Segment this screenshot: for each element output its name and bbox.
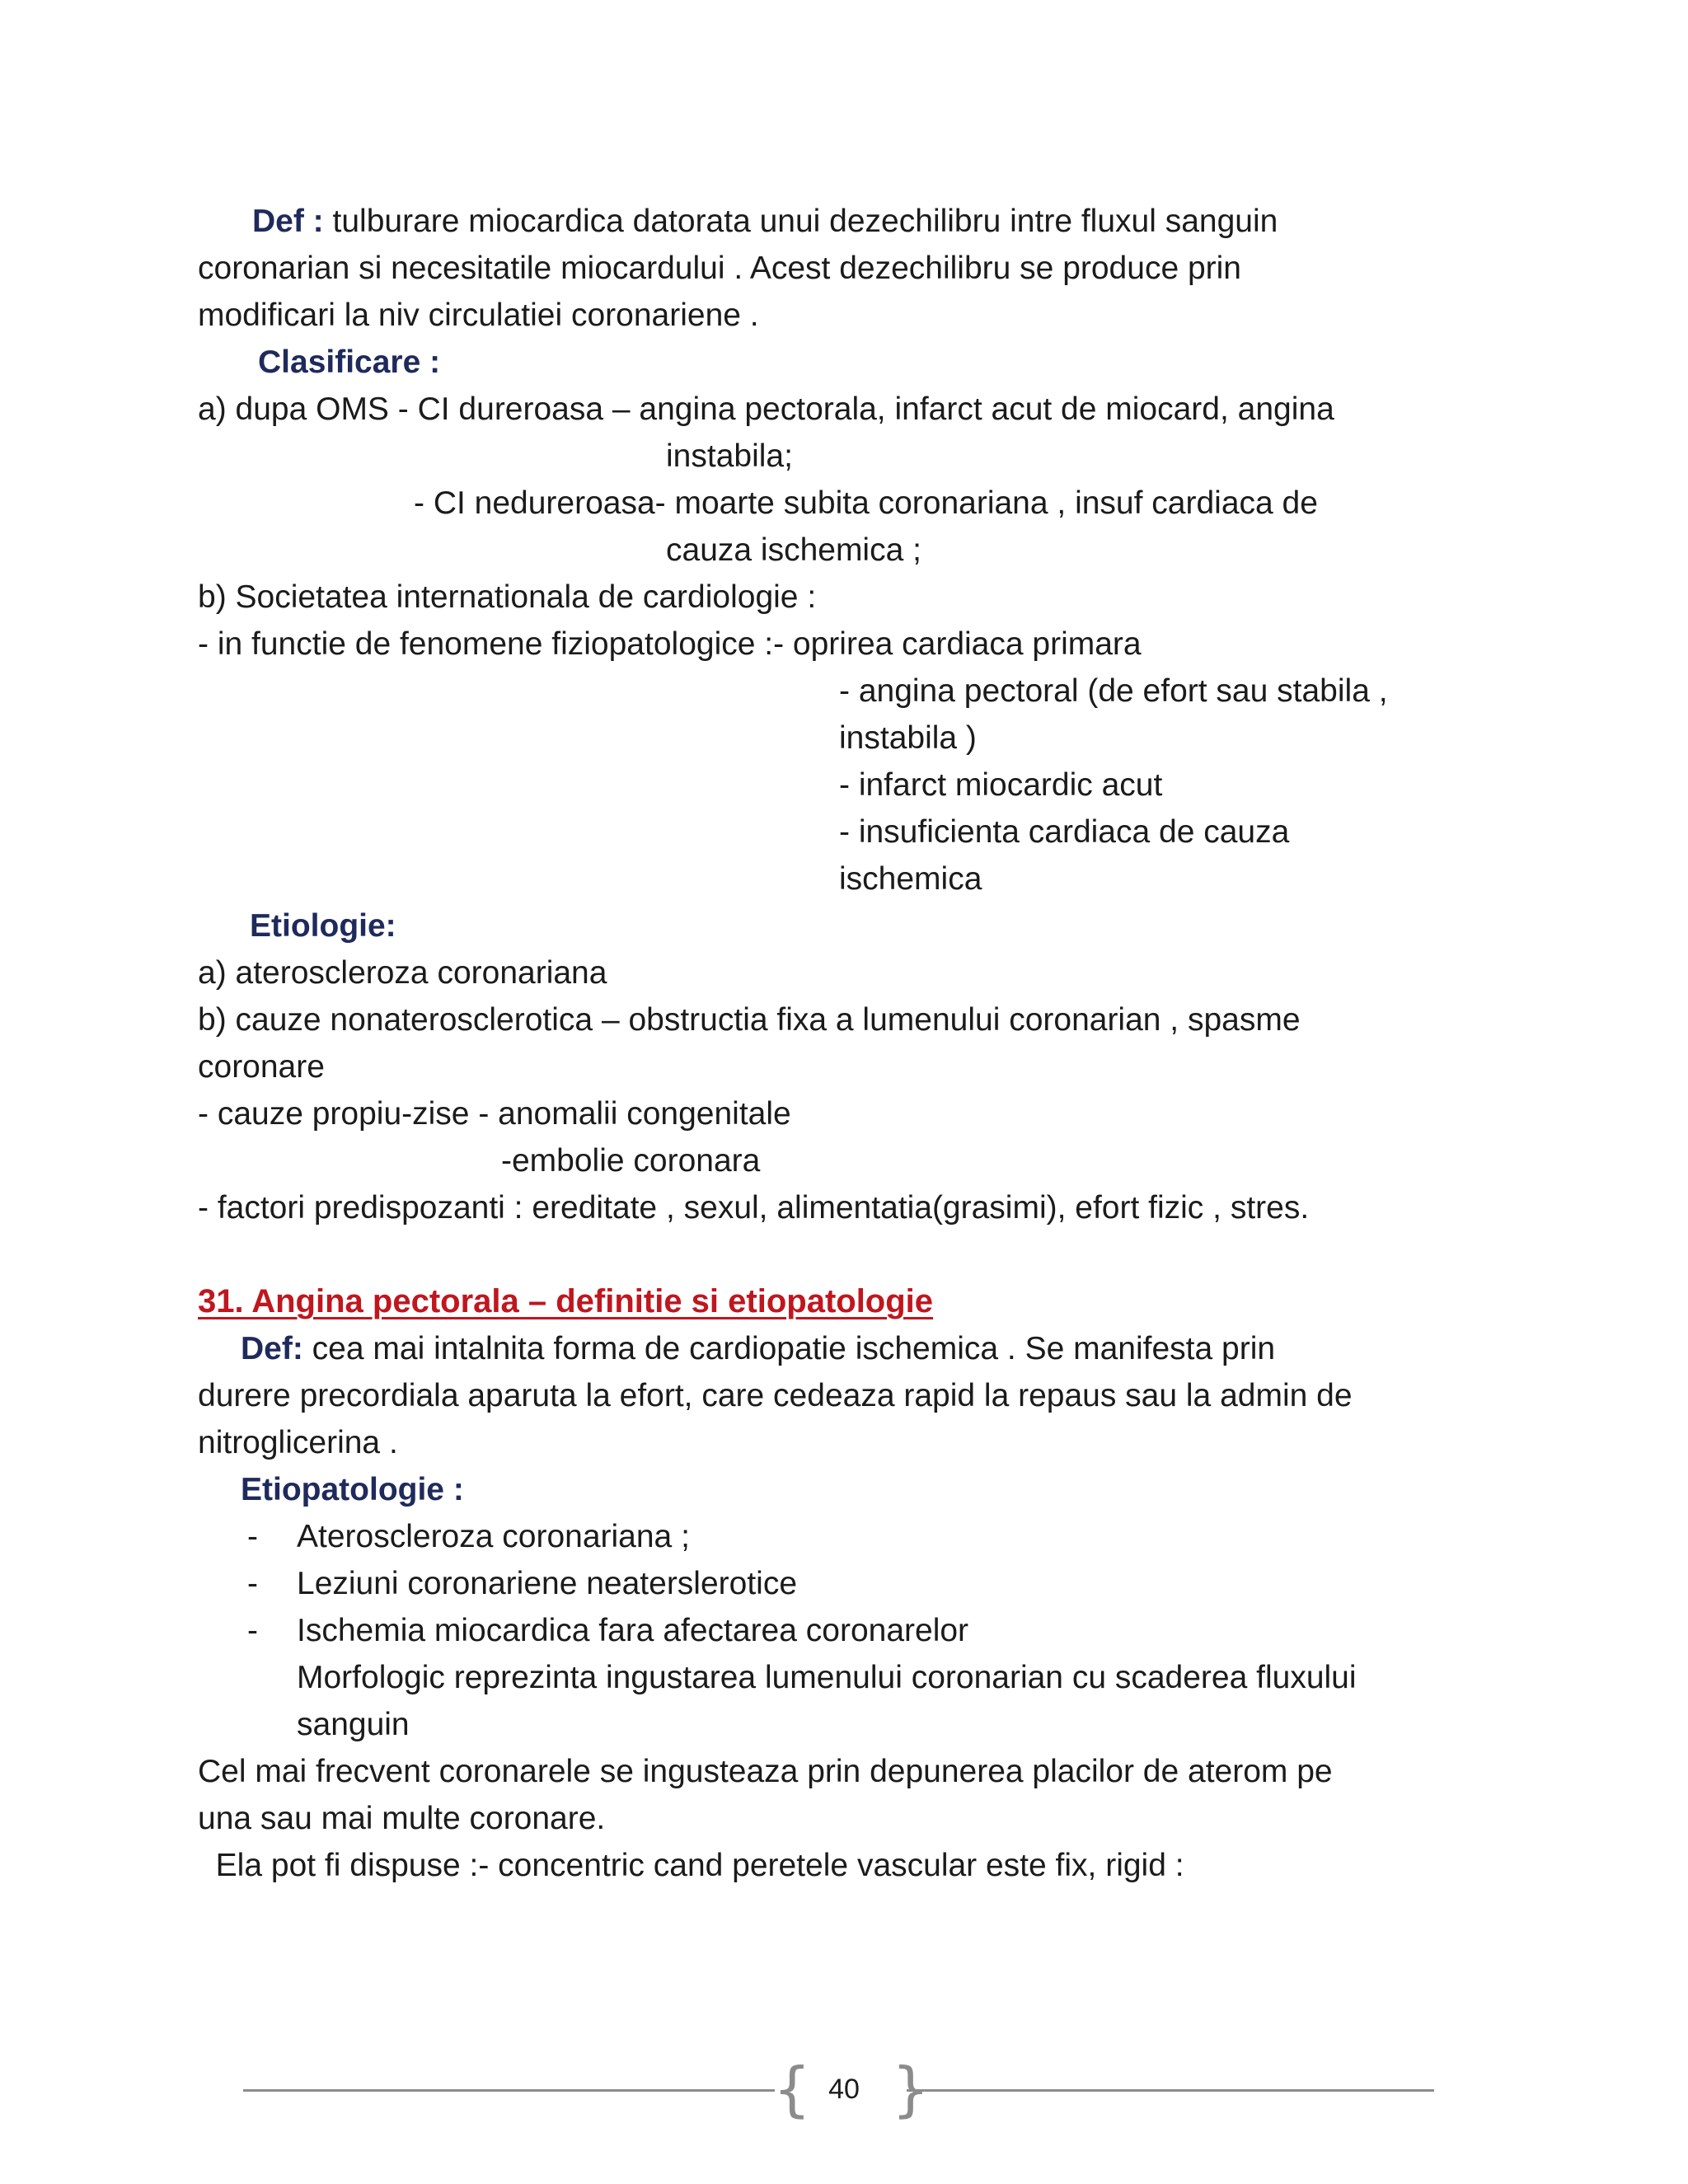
page-number: 40: [828, 2074, 860, 2105]
bullet-dash-3: -: [247, 1613, 258, 1648]
etiologie-line-6: - factori predispozanti : ereditate , sexul, alimentatia(grasimi), efort fizic , stres.: [198, 1190, 1310, 1226]
def2-line-1: [241, 1325, 1275, 1372]
def2-text: cea mai intalnita forma de cardiopatie ischemica . Se manifesta prin: [302, 1331, 1276, 1366]
def2-line-3: nitroglicerina .: [198, 1425, 398, 1460]
morfologic-line-1: Morfologic reprezinta ingustarea lumenului coronarian cu scaderea fluxului: [297, 1660, 1357, 1695]
paragraph-line-3: Ela pot fi dispuse :- concentric cand peretele vascular este fix, rigid :: [198, 1848, 1184, 1883]
etiologie-line-2: b) cauze nonaterosclerotica – obstructia fixa a lumenului coronarian , spasme: [198, 1002, 1301, 1038]
footer-brace-left: {: [773, 2055, 811, 2124]
footer-rule-left: [243, 2089, 775, 2092]
etiologie-label: Etiologie:: [250, 908, 396, 944]
bullet-dash-1: -: [247, 1519, 258, 1554]
bullet-item-2: Leziuni coronariene neaterslerotice: [297, 1566, 798, 1601]
clasificare-a-line-4: cauza ischemica ;: [666, 532, 921, 568]
paragraph-line-2: una sau mai multe coronare.: [198, 1801, 606, 1836]
etiologie-line-5: -embolie coronara: [501, 1143, 761, 1179]
section-heading: 31. Angina pectorala – definitie si etiopatologie: [198, 1283, 934, 1319]
etiologie-line-1: a) ateroscleroza coronariana: [198, 955, 607, 991]
clasificare-b-line-5: - infarct miocardic acut: [839, 767, 1163, 803]
clasificare-b-line-3: - angina pectoral (de efort sau stabila ,: [839, 673, 1388, 709]
def-line-3: modificari la niv circulatiei coronariene .: [198, 298, 759, 333]
morfologic-line-2: sanguin: [297, 1707, 410, 1742]
clasificare-a-line-2: instabila;: [666, 438, 793, 474]
def-line-1: [252, 198, 1278, 245]
def2-line-2: durere precordiala aparuta la efort, care cedeaza rapid la repaus sau la admin de: [198, 1378, 1353, 1413]
etiologie-line-4: - cauze propiu-zise - anomalii congenitale: [198, 1096, 791, 1132]
clasificare-b-line-1: b) Societatea internationala de cardiologie :: [198, 579, 817, 615]
clasificare-b-line-6: - insuficienta cardiaca de cauza: [839, 814, 1290, 850]
bullet-dash-2: -: [247, 1566, 258, 1601]
def-text: tulburare miocardica datorata unui dezechilibru intre fluxul sanguin: [323, 204, 1278, 239]
bullet-item-3: Ischemia miocardica fara afectarea coronarelor: [297, 1613, 969, 1648]
clasificare-a-line-3: - CI nedureroasa- moarte subita coronariana , insuf cardiaca de: [414, 485, 1318, 521]
clasificare-b-line-7: ischemica: [839, 861, 982, 897]
etiologie-line-3: coronare: [198, 1049, 325, 1085]
def2-label: Def:: [241, 1331, 303, 1366]
footer-rule-right: [907, 2089, 1434, 2092]
clasificare-a-line-1: a) dupa OMS - CI dureroasa – angina pectorala, infarct acut de miocard, angina: [198, 391, 1334, 427]
paragraph-line-1: Cel mai frecvent coronarele se ingusteaza prin depunerea placilor de aterom pe: [198, 1754, 1333, 1789]
bullet-item-1: Ateroscleroza coronariana ;: [297, 1519, 690, 1554]
clasificare-label: Clasificare :: [258, 344, 441, 380]
def-line-2: coronarian si necesitatile miocardului . Acest dezechilibru se produce prin: [198, 251, 1241, 286]
footer-brace-right: }: [892, 2055, 930, 2124]
def-label: Def :: [252, 204, 324, 239]
etiopatologie-label: Etiopatologie :: [241, 1472, 464, 1507]
clasificare-b-line-4: instabila ): [839, 720, 977, 756]
clasificare-b-line-2: - in functie de fenomene fiziopatologice :- oprirea cardiaca primara: [198, 626, 1142, 662]
